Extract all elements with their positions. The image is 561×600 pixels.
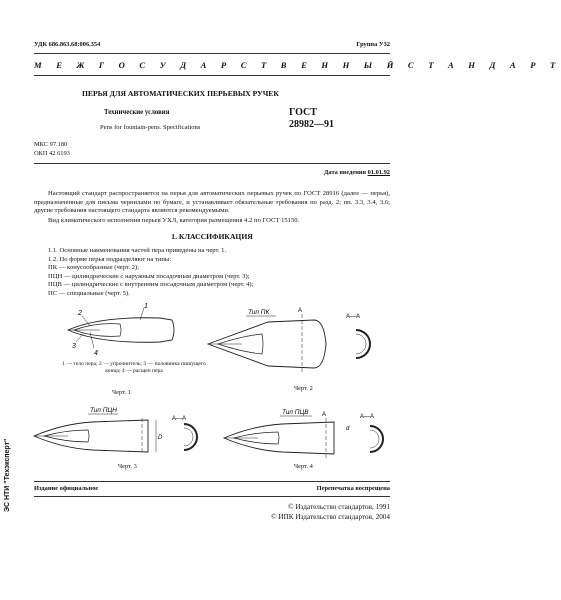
intro-date-label: Дата введения [324, 169, 367, 176]
official-edition: Издание официальное [34, 485, 99, 492]
figure-1-pen-parts [60, 302, 180, 358]
section-title: 1. КЛАССИФИКАЦИЯ [171, 232, 253, 241]
figure-4-pen-type-pcv [222, 404, 392, 460]
figure-4-caption: Черт. 4 [294, 463, 313, 470]
figure-2-section-mark: А [298, 308, 303, 314]
codes-rule [34, 163, 390, 164]
figure-1-caption: Черт. 1 [112, 389, 131, 396]
callout-1: 1 [144, 303, 148, 310]
callout-3: 3 [72, 343, 76, 350]
gost-number: 28982—91 [289, 119, 334, 130]
figure-1-legend-line: 1 — тело пера; 2 — упрочнитель; 3 — половинка пишущего [62, 361, 206, 367]
footer-rule [34, 481, 390, 482]
intro-paragraph-1: Настоящий стандарт распространяется на перья для автоматических перьевых ручек по ГОСТ 28916 (далее — перья), предназначенные для письма чернилами по бумаге, и устанавливает обязательные требования по разд. 2; пп. 3.3, 3.4, 3.6; другие требования настоящего стандарта являются рекомендуемыми. [34, 190, 390, 215]
copyright-1: © Издательство стандартов, 1991 [288, 503, 390, 511]
figure-3-pen-type-pcn [32, 406, 212, 458]
figure-2-section-label: А—А [346, 314, 361, 320]
classification-item: ПЦВ — цилиндрические с внутренним посадочным диаметром (черт. 4); [48, 281, 254, 289]
footer-rule-2 [34, 496, 390, 497]
group-code: Группа У32 [356, 41, 390, 48]
figure-3-dimension: D [158, 435, 163, 441]
figure-4-type-label: Тип ПЦВ [282, 409, 309, 416]
figure-3-section-label: А—А [172, 416, 187, 422]
figure-4-section-mark: А [322, 412, 327, 418]
intro-paragraph-2: Вид климатического исполнения перьев УХЛ, категория размещения 4.2 по ГОСТ 15150. [48, 217, 300, 224]
classification-item: ПЦН — цилиндрические с наружным посадочным диаметром (черт. 3); [48, 272, 250, 280]
document-title-en: Pens for fountain-pens. Specifications [100, 124, 201, 131]
figure-2-pen-type-pk [206, 300, 386, 380]
udc-code: УДК 686.863.68:006.354 [34, 41, 101, 48]
figure-2-type-label: Тип ПК [248, 309, 270, 316]
copyright-2: © ИПК Издательство стандартов, 2004 [271, 513, 390, 521]
header-rule [34, 53, 390, 54]
side-stamp: ЭС НТИ "Техэксперт" [4, 438, 11, 512]
document-subtitle: Технические условия [104, 109, 170, 116]
reprint-notice: Перепечатка воспрещена [316, 485, 390, 492]
callout-4: 4 [94, 350, 98, 357]
document-title: ПЕРЬЯ ДЛЯ АВТОМАТИЧЕСКИХ ПЕРЬЕВЫХ РУЧЕК [82, 89, 279, 98]
figure-4-dimension: d [346, 426, 350, 432]
standard-type: М Е Ж Г О С У Д А Р С Т В Е Н Н Ы Й С Т А Н Д А Р Т [34, 60, 561, 70]
figure-3-caption: Черт. 3 [118, 463, 137, 470]
intro-date [324, 169, 390, 177]
classification-item: 1.1. Основные наименования частей пера приведены на черт. 1. [48, 247, 227, 254]
intro-date-value: 01.01.92 [367, 169, 390, 176]
classification-item: 1.2. По форме перья подразделяют на типы: [48, 255, 172, 263]
okp-code: ОКП 42 6193 [34, 150, 70, 157]
classification-list [48, 247, 388, 299]
figure-2-caption: Черт. 2 [294, 385, 313, 392]
figure-1-legend-line: конца; 4 — расщеп пера [105, 368, 163, 374]
classification-item: ПС — специальные (черт. 5). [48, 289, 130, 297]
classification-item: ПК — конусообразные (черт. 2); [48, 264, 139, 272]
callout-2: 2 [78, 310, 82, 317]
figure-4-section-label: А—А [360, 414, 375, 420]
gost-label: ГОСТ [289, 107, 317, 118]
mks-code: МКС 97.180 [34, 141, 68, 148]
figure-3-type-label: Тип ПЦН [90, 407, 117, 414]
header-rule-2 [34, 75, 390, 76]
figure-1-legend [54, 361, 214, 375]
